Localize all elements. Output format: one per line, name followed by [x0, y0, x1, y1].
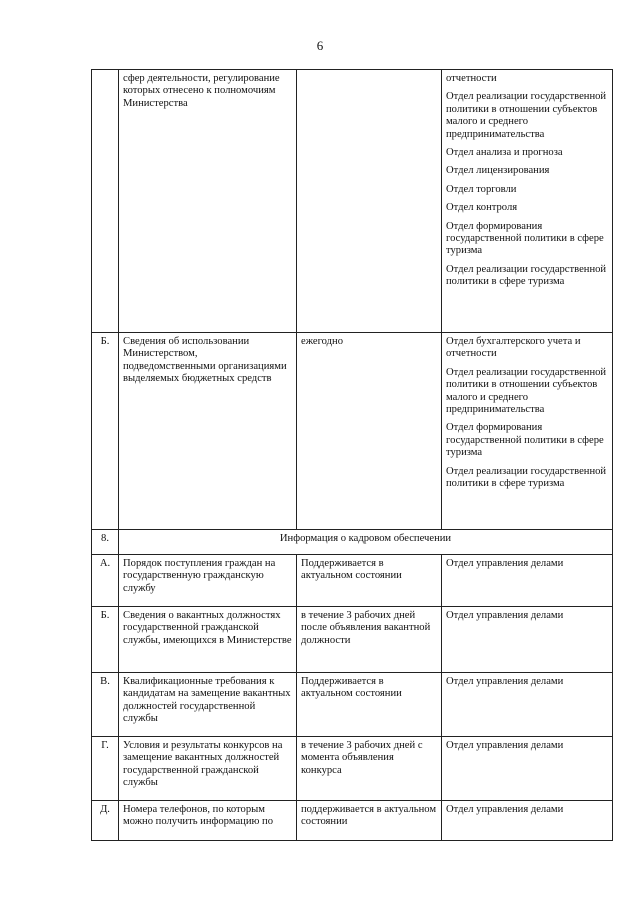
frequency-cell: поддерживается в актуальном состоянии	[297, 801, 442, 841]
row-number-cell: А.	[92, 555, 119, 607]
responsible-cell: Отдел управления делами	[442, 737, 613, 801]
responsible-item: Отдел реализации государственной политики в сфере туризма	[446, 465, 607, 490]
responsible-item: Отдел лицензирования	[446, 165, 550, 177]
responsible-item: Отдел торговли	[446, 183, 517, 195]
table-row	[92, 555, 613, 607]
section-number-cell: 8.	[92, 530, 119, 555]
responsible-cell	[442, 333, 613, 530]
responsible-item: Отдел формирования государственной политики в сфере туризма	[446, 422, 604, 459]
table-row	[92, 673, 613, 737]
responsible-item: Отдел контроля	[446, 202, 518, 214]
responsible-cell: Отдел управления делами	[442, 673, 613, 737]
responsible-item: Отдел формирования государственной политики в сфере туризма	[446, 220, 604, 257]
frequency-text: ежегодно	[301, 336, 344, 347]
description-cell: Порядок поступления граждан на государственную гражданскую службу	[119, 555, 297, 607]
table-row	[92, 737, 613, 801]
responsible-cell: Отдел управления делами	[442, 607, 613, 673]
description-cell: Условия и результаты конкурсов на замещение вакантных должностей государственной гражданской службы	[119, 737, 297, 801]
row-number-cell: Д.	[92, 801, 119, 841]
frequency-cell: в течение 3 рабочих дней после объявления вакантной должности	[297, 607, 442, 673]
table-row-budget	[92, 333, 613, 530]
row-number-cell: В.	[92, 673, 119, 737]
description-cell: Квалификационные требования к кандидатам на замещение вакантных должностей государственной службы	[119, 673, 297, 737]
responsible-item: Отдел реализации государственной политики в отношении субъектов малого и среднего предпринимательства	[446, 91, 607, 140]
table-row	[92, 607, 613, 673]
description-cell	[119, 70, 297, 333]
table-row	[92, 801, 613, 841]
responsible-cell: Отдел управления делами	[442, 801, 613, 841]
table-row-section-header	[92, 530, 613, 555]
frequency-cell: в течение 3 рабочих дней с момента объявления конкурса	[297, 737, 442, 801]
frequency-cell: Поддерживается в актуальном состоянии	[297, 673, 442, 737]
responsible-item: Отдел бухгалтерского учета и отчетности	[446, 336, 581, 360]
description-cell	[119, 333, 297, 530]
description-text: Сведения об использовании Министерством, подведомственными организациями выделяемых бюджетных средств	[123, 336, 287, 385]
description-cell: Сведения о вакантных должностях государственной гражданской службы, имеющихся в Министерстве	[119, 607, 297, 673]
responsible-item: Отдел анализа и прогноза	[446, 147, 563, 159]
responsible-cell: Отдел управления делами	[442, 555, 613, 607]
responsible-cell	[442, 70, 613, 333]
description-cell: Номера телефонов, по которым можно получить информацию по	[119, 801, 297, 841]
frequency-cell	[297, 333, 442, 530]
page-number: 6	[316, 38, 324, 53]
row-number-cell: Г.	[92, 737, 119, 801]
table-row-continuation	[92, 70, 613, 333]
row-number-cell: Б.	[92, 333, 119, 530]
row-number-cell	[92, 70, 119, 333]
responsible-item: Отдел реализации государственной политики в сфере туризма	[446, 263, 607, 288]
frequency-cell	[297, 70, 442, 333]
responsible-item: Отдел реализации государственной политики в отношении субъектов малого и среднего предпринимательства	[446, 366, 607, 416]
section-title-cell: Информация о кадровом обеспечении	[119, 530, 613, 555]
description-text: сфер деятельности, регулирование которых отнесено к полномочиям Министерства	[123, 73, 280, 109]
information-table	[91, 69, 613, 841]
frequency-cell: Поддерживается в актуальном состоянии	[297, 555, 442, 607]
responsible-item: отчетности	[446, 73, 497, 84]
row-number-cell: Б.	[92, 607, 119, 673]
